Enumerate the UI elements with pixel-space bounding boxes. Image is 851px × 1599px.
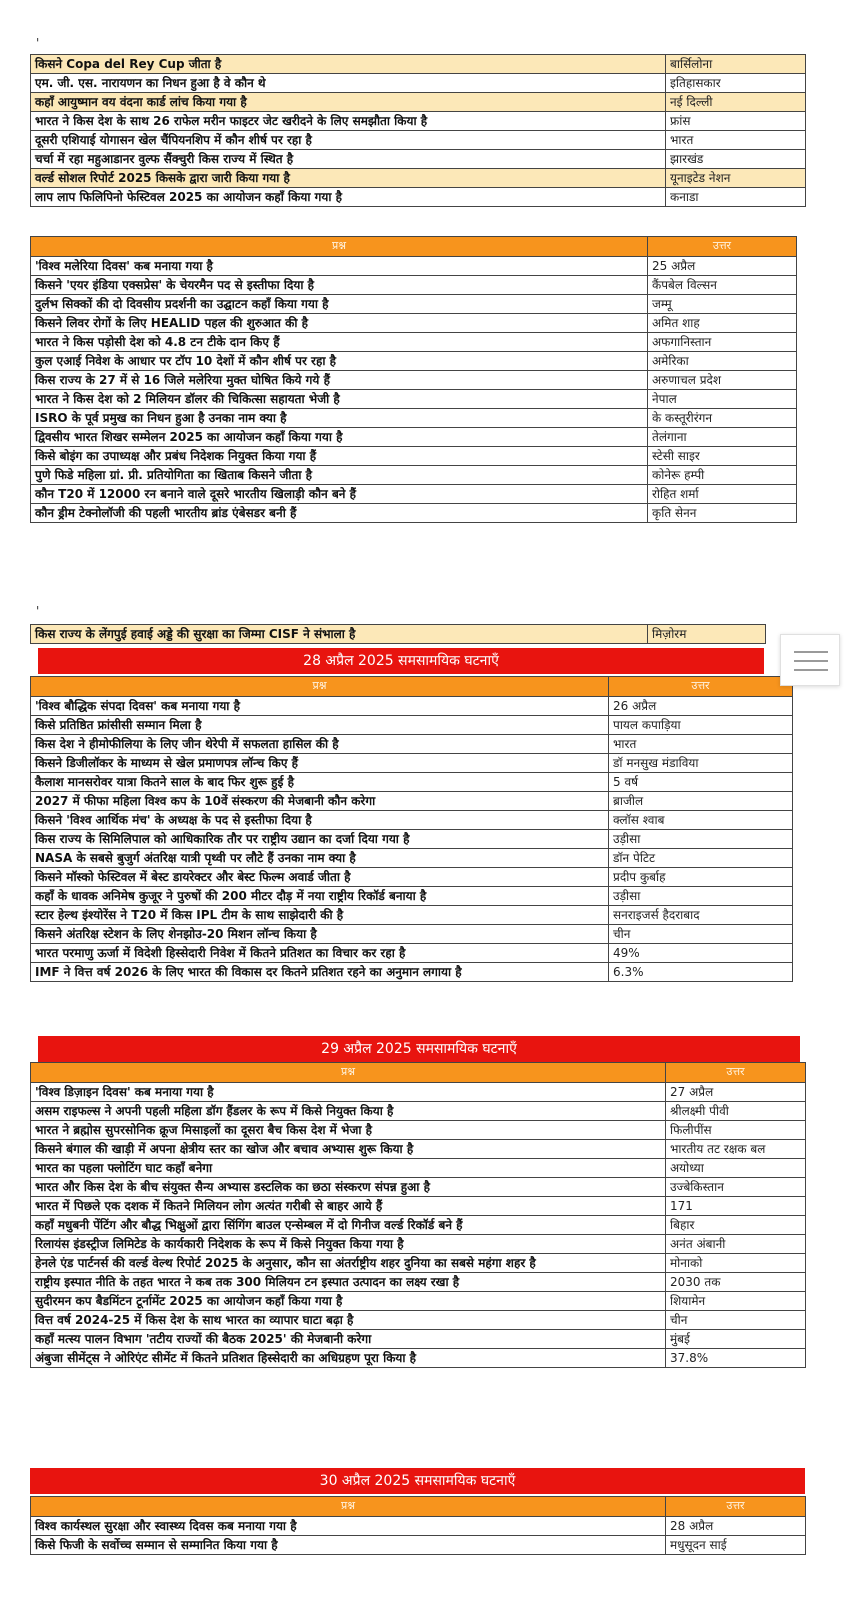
- question-cell: किस देश ने हीमोफीलिया के लिए जीन थेरेपी में सफलता हासिल की है: [31, 735, 609, 754]
- table-row: [31, 1311, 806, 1330]
- answer-cell: ब्राजील: [609, 792, 793, 811]
- table-row: [31, 792, 793, 811]
- table-row: [31, 1083, 806, 1102]
- question-cell: चर्चा में रहा महुआडानर वुल्फ सैंक्चुरी किस राज्य में स्थित है: [31, 150, 666, 169]
- table-row: [31, 944, 793, 963]
- answer-cell: अमेरिका: [648, 352, 797, 371]
- table-row: [31, 447, 797, 466]
- question-cell: पुणे फिडे महिला ग्रां. प्री. प्रतियोगिता का खिताब किसने जीता है: [31, 466, 648, 485]
- table-row: [31, 1102, 806, 1121]
- answer-cell: उड़ीसा: [609, 830, 793, 849]
- question-cell: कहाँ के धावक अनिमेष कुजूर ने पुरुषों की 200 मीटर दौड़ में नया राष्ट्रीय रिकॉर्ड बनाया है: [31, 887, 609, 906]
- header-answer: उत्तर: [666, 1063, 806, 1083]
- question-cell: कुल एआई निवेश के आधार पर टॉप 10 देशों में कौन शीर्ष पर रहा है: [31, 352, 648, 371]
- question-cell: 2027 में फीफा महिला विश्व कप के 10वें संस्करण की मेजबानी कौन करेगा: [31, 792, 609, 811]
- table-row: [31, 276, 797, 295]
- question-cell: रिलायंस इंडस्ट्रीज लिमिटेड के कार्यकारी निदेशक के रूप में किसे नियुक्त किया गया है: [31, 1235, 666, 1254]
- table-row: [31, 485, 797, 504]
- date-banner-29-april: 29 अप्रैल 2025 समसामयिक घटनाएँ: [38, 1036, 800, 1062]
- answer-cell: अनंत अंबानी: [666, 1235, 806, 1254]
- header-answer: उत्तर: [609, 677, 793, 697]
- answer-cell: तेलंगाना: [648, 428, 797, 447]
- question-cell: भारत ने ब्रह्मोस सुपरसोनिक क्रूज मिसाइलों का दूसरा बैच किस देश में भेजा है: [31, 1121, 666, 1140]
- answer-cell: बार्सिलोना: [666, 55, 806, 74]
- question-cell: किस राज्य के सिमिलिपाल को आधिकारिक तौर पर राष्ट्रीय उद्यान का दर्जा दिया गया है: [31, 830, 609, 849]
- question-cell: अंबुजा सीमेंट्स ने ओरिएंट सीमेंट में कितने प्रतिशत हिस्सेदारी का अधिग्रहण पूरा किया है: [31, 1349, 666, 1368]
- table-row: [31, 1140, 806, 1159]
- question-cell: किसे प्रतिष्ठित फ्रांसीसी सम्मान मिला है: [31, 716, 609, 735]
- question-cell: किसने 'विश्व आर्थिक मंच' के अध्यक्ष के पद से इस्तीफा दिया है: [31, 811, 609, 830]
- table-row: [31, 773, 793, 792]
- question-cell: किसने 'एयर इंडिया एक्सप्रेस' के चेयरमैन पद से इस्तीफा दिया है: [31, 276, 648, 295]
- table-row: [31, 925, 793, 944]
- table-row: [31, 352, 797, 371]
- answer-cell: क्लॉस श्वाब: [609, 811, 793, 830]
- question-cell: असम राइफल्स ने अपनी पहली महिला डॉग हैंडलर के रूप में किसे नियुक्त किया है: [31, 1102, 666, 1121]
- answer-cell: भारत: [609, 735, 793, 754]
- question-cell: हेनले एंड पार्टनर्स की वर्ल्ड वेल्थ रिपोर्ट 2025 के अनुसार, कौन सा अंतर्राष्ट्रीय शहर दुनिया का सबसे महंगा शहर है: [31, 1254, 666, 1273]
- table-row: [31, 1254, 806, 1273]
- answer-cell: कोनेरू हम्पी: [648, 466, 797, 485]
- question-cell: ISRO के पूर्व प्रमुख का निधन हुआ है उनका नाम क्या है: [31, 409, 648, 428]
- question-cell: भारत और किस देश के बीच संयुक्त सैन्य अभ्यास डस्टलिक का छठा संस्करण संपन्न हुआ है: [31, 1178, 666, 1197]
- answer-cell: यूनाइटेड नेशन: [666, 169, 806, 188]
- table-row: [31, 735, 793, 754]
- answer-cell: चीन: [609, 925, 793, 944]
- answer-cell: कैंपबेल विल्सन: [648, 276, 797, 295]
- answer-cell: प्रदीप कुर्बाह: [609, 868, 793, 887]
- answer-cell: नेपाल: [648, 390, 797, 409]
- table-row: [31, 169, 806, 188]
- answer-cell: उड़ीसा: [609, 887, 793, 906]
- answer-cell: 171: [666, 1197, 806, 1216]
- question-cell: किसने अंतरिक्ष स्टेशन के लिए शेनझोउ-20 मिशन लॉन्च किया है: [31, 925, 609, 944]
- hamburger-menu-icon[interactable]: [780, 634, 840, 686]
- table-row: [31, 1197, 806, 1216]
- question-cell: राष्ट्रीय इस्पात नीति के तहत भारत ने कब तक 300 मिलियन टन इस्पात उत्पादन का लक्ष्य रखा है: [31, 1273, 666, 1292]
- answer-cell: इतिहासकार: [666, 74, 806, 93]
- table-row: [31, 1216, 806, 1235]
- answer-cell: भारतीय तट रक्षक बल: [666, 1140, 806, 1159]
- table-row: [31, 466, 797, 485]
- question-cell: कहाँ मधुबनी पेंटिंग और बौद्ध भिक्षुओं द्वारा सिंगिंग बाउल एन्सेम्बल में दो गिनीज वर्ल्ड रिकॉर्ड बने हैं: [31, 1216, 666, 1235]
- question-cell: वर्ल्ड सोशल रिपोर्ट 2025 किसके द्वारा जारी किया गया है: [31, 169, 666, 188]
- table-row: [31, 1273, 806, 1292]
- header-question: प्रश्न: [31, 1063, 666, 1083]
- answer-cell: झारखंड: [666, 150, 806, 169]
- table-row: [31, 409, 797, 428]
- question-cell: भारत ने किस पड़ोसी देश को 4.8 टन टीके दान किए हैं: [31, 333, 648, 352]
- table-row: [31, 1330, 806, 1349]
- answer-cell: कृति सेनन: [648, 504, 797, 523]
- answer-cell: मधुसूदन साई: [666, 1536, 806, 1555]
- table-row: [31, 112, 806, 131]
- table-row: [31, 131, 806, 150]
- question-cell: किसने बंगाल की खाड़ी में अपना क्षेत्रीय स्तर का खोज और बचाव अभ्यास शुरू किया है: [31, 1140, 666, 1159]
- table-row: [31, 188, 806, 207]
- table-row: [31, 868, 793, 887]
- answer-cell: जम्मू: [648, 295, 797, 314]
- question-cell: एम. जी. एस. नारायणन का निधन हुआ है वे कौन थे: [31, 74, 666, 93]
- table-row: [31, 295, 797, 314]
- table-row: [31, 754, 793, 773]
- section3-top-table: [30, 624, 766, 644]
- question-cell: IMF ने वित्त वर्ष 2026 के लिए भारत की विकास दर कितने प्रतिशत रहने का अनुमान लगाया है: [31, 963, 609, 982]
- answer-cell: डॉ मनसुख मंडाविया: [609, 754, 793, 773]
- section5-table: [30, 1496, 806, 1555]
- table-row: [31, 150, 806, 169]
- table-row: [31, 1235, 806, 1254]
- question-cell: किसे बोइंग का उपाध्यक्ष और प्रबंध निदेशक नियुक्त किया गया हैं: [31, 447, 648, 466]
- answer-cell: 2030 तक: [666, 1273, 806, 1292]
- answer-cell: स्टेसी साइर: [648, 447, 797, 466]
- answer-cell: 37.8%: [666, 1349, 806, 1368]
- question-cell: विश्व कार्यस्थल सुरक्षा और स्वास्थ्य दिवस कब मनाया गया है: [31, 1517, 666, 1536]
- section3-table: [30, 676, 793, 982]
- answer-cell: मिज़ोरम: [648, 625, 766, 644]
- answer-cell: अमित शाह: [648, 314, 797, 333]
- page-mark: ': [36, 36, 40, 50]
- question-cell: कहाँ आयुष्मान वय वंदना कार्ड लांच किया गया है: [31, 93, 666, 112]
- question-cell: 'विश्व मलेरिया दिवस' कब मनाया गया है: [31, 257, 648, 276]
- table-row: [31, 1159, 806, 1178]
- table-row: [31, 1178, 806, 1197]
- table-row: [31, 504, 797, 523]
- answer-cell: नई दिल्ली: [666, 93, 806, 112]
- answer-cell: रोहित शर्मा: [648, 485, 797, 504]
- header-question: प्रश्न: [31, 237, 648, 257]
- question-cell: किस राज्य के 27 में से 16 जिले मलेरिया मुक्त घोषित किये गये हैं: [31, 371, 648, 390]
- question-cell: किसे फिजी के सर्वोच्च सम्मान से सम्मानित किया गया है: [31, 1536, 666, 1555]
- table-row: [31, 697, 793, 716]
- question-cell: किसने Copa del Rey Cup जीता है: [31, 55, 666, 74]
- question-cell: भारत में पिछले एक दशक में कितने मिलियन लोग अत्यंत गरीबी से बाहर आये हैं: [31, 1197, 666, 1216]
- answer-cell: के कस्तूरीरंगन: [648, 409, 797, 428]
- table-row: [31, 906, 793, 925]
- question-cell: वित्त वर्ष 2024-25 में किस देश के साथ भारत का व्यापार घाटा बढ़ा है: [31, 1311, 666, 1330]
- table-row: [31, 887, 793, 906]
- question-cell: लाप लाप फिलिपिनो फेस्टिवल 2025 का आयोजन कहाँ किया गया है: [31, 188, 666, 207]
- answer-cell: बिहार: [666, 1216, 806, 1235]
- answer-cell: 27 अप्रैल: [666, 1083, 806, 1102]
- table-row: [31, 830, 793, 849]
- header-question: प्रश्न: [31, 677, 609, 697]
- answer-cell: सनराइजर्स हैदराबाद: [609, 906, 793, 925]
- answer-cell: 26 अप्रैल: [609, 697, 793, 716]
- answer-cell: 49%: [609, 944, 793, 963]
- answer-cell: 6.3%: [609, 963, 793, 982]
- date-banner-30-april: 30 अप्रैल 2025 समसामयिक घटनाएँ: [30, 1468, 805, 1494]
- table-row: [31, 390, 797, 409]
- question-cell: कैलाश मानसरोवर यात्रा कितने साल के बाद फिर शुरू हुई है: [31, 773, 609, 792]
- question-cell: भारत का पहला फ्लोटिंग घाट कहाँ बनेगा: [31, 1159, 666, 1178]
- question-cell: भारत ने किस देश के साथ 26 राफेल मरीन फाइटर जेट खरीदने के लिए समझौता किया है: [31, 112, 666, 131]
- table-row: [31, 1121, 806, 1140]
- answer-cell: शियामेन: [666, 1292, 806, 1311]
- table-row: [31, 55, 806, 74]
- question-cell: कौन T20 में 12000 रन बनाने वाले दूसरे भारतीय खिलाड़ी कौन बने हैं: [31, 485, 648, 504]
- question-cell: कहाँ मत्स्य पालन विभाग 'तटीय राज्यों की बैठक 2025' की मेजबानी करेगा: [31, 1330, 666, 1349]
- answer-cell: अरुणाचल प्रदेश: [648, 371, 797, 390]
- question-cell: 'विश्व डिज़ाइन दिवस' कब मनाया गया है: [31, 1083, 666, 1102]
- answer-cell: मुंबई: [666, 1330, 806, 1349]
- section1-table: [30, 54, 806, 207]
- answer-cell: मोनाको: [666, 1254, 806, 1273]
- table-row: [31, 1292, 806, 1311]
- answer-cell: भारत: [666, 131, 806, 150]
- question-cell: भारत परमाणु ऊर्जा में विदेशी हिस्सेदारी निवेश में कितने प्रतिशत का विचार कर रहा है: [31, 944, 609, 963]
- answer-cell: चीन: [666, 1311, 806, 1330]
- page-mark: ': [36, 604, 40, 618]
- question-cell: किसने डिजीलॉकर के माध्यम से खेल प्रमाणपत्र लॉन्च किए हैं: [31, 754, 609, 773]
- question-cell: सुदीरमन कप बैडमिंटन टूर्नामेंट 2025 का आयोजन कहाँ किया गया है: [31, 1292, 666, 1311]
- table-row: [31, 811, 793, 830]
- table-row: [31, 716, 793, 735]
- table-row: [31, 428, 797, 447]
- answer-cell: अफगानिस्तान: [648, 333, 797, 352]
- question-cell: दूसरी एशियाई योगासन खेल चैंपियनशिप में कौन शीर्ष पर रहा है: [31, 131, 666, 150]
- table-row: [31, 333, 797, 352]
- table-row: [31, 371, 797, 390]
- answer-cell: 25 अप्रैल: [648, 257, 797, 276]
- section4-table: [30, 1062, 806, 1368]
- question-cell: NASA के सबसे बुजुर्ग अंतरिक्ष यात्री पृथ्वी पर लौटे हैं उनका नाम क्या है: [31, 849, 609, 868]
- answer-cell: पायल कपाड़िया: [609, 716, 793, 735]
- answer-cell: डॉन पेटिट: [609, 849, 793, 868]
- table-row: [31, 1536, 806, 1555]
- question-cell: दुर्लभ सिक्कों की दो दिवसीय प्रदर्शनी का उद्घाटन कहाँ किया गया है: [31, 295, 648, 314]
- table-row: [31, 1517, 806, 1536]
- answer-cell: श्रीलक्ष्मी पीवी: [666, 1102, 806, 1121]
- question-cell: किसने लिवर रोगों के लिए HEALID पहल की शुरुआत की है: [31, 314, 648, 333]
- section2-table: [30, 236, 797, 523]
- table-row: [31, 849, 793, 868]
- header-answer: उत्तर: [666, 1497, 806, 1517]
- table-row: [31, 314, 797, 333]
- question-cell: स्टार हेल्थ इंश्योरेंस ने T20 में किस IPL टीम के साथ साझेदारी की है: [31, 906, 609, 925]
- answer-cell: 5 वर्ष: [609, 773, 793, 792]
- answer-cell: फ्रांस: [666, 112, 806, 131]
- answer-cell: उज्बेकिस्तान: [666, 1178, 806, 1197]
- header-question: प्रश्न: [31, 1497, 666, 1517]
- table-row: [31, 1349, 806, 1368]
- table-row: [31, 93, 806, 112]
- answer-cell: 28 अप्रैल: [666, 1517, 806, 1536]
- question-cell: 'विश्व बौद्धिक संपदा दिवस' कब मनाया गया है: [31, 697, 609, 716]
- question-cell: द्विवसीय भारत शिखर सम्मेलन 2025 का आयोजन कहाँ किया गया है: [31, 428, 648, 447]
- answer-cell: कनाडा: [666, 188, 806, 207]
- answer-cell: फिलीपींस: [666, 1121, 806, 1140]
- table-row: [31, 74, 806, 93]
- header-answer: उत्तर: [648, 237, 797, 257]
- date-banner-28-april: 28 अप्रैल 2025 समसामयिक घटनाएँ: [38, 648, 764, 674]
- table-row: [31, 963, 793, 982]
- table-row: [31, 257, 797, 276]
- answer-cell: अयोध्या: [666, 1159, 806, 1178]
- question-cell: कौन ड्रीम टेक्नोलॉजी की पहली भारतीय ब्रांड एंबेसडर बनी हैं: [31, 504, 648, 523]
- question-cell: किस राज्य के लेंगपुई हवाई अड्डे की सुरक्षा का जिम्मा CISF ने संभाला है: [31, 625, 648, 644]
- question-cell: किसने मॉस्को फेस्टिवल में बेस्ट डायरेक्टर और बेस्ट फिल्म अवार्ड जीता है: [31, 868, 609, 887]
- question-cell: भारत ने किस देश को 2 मिलियन डॉलर की चिकित्सा सहायता भेजी है: [31, 390, 648, 409]
